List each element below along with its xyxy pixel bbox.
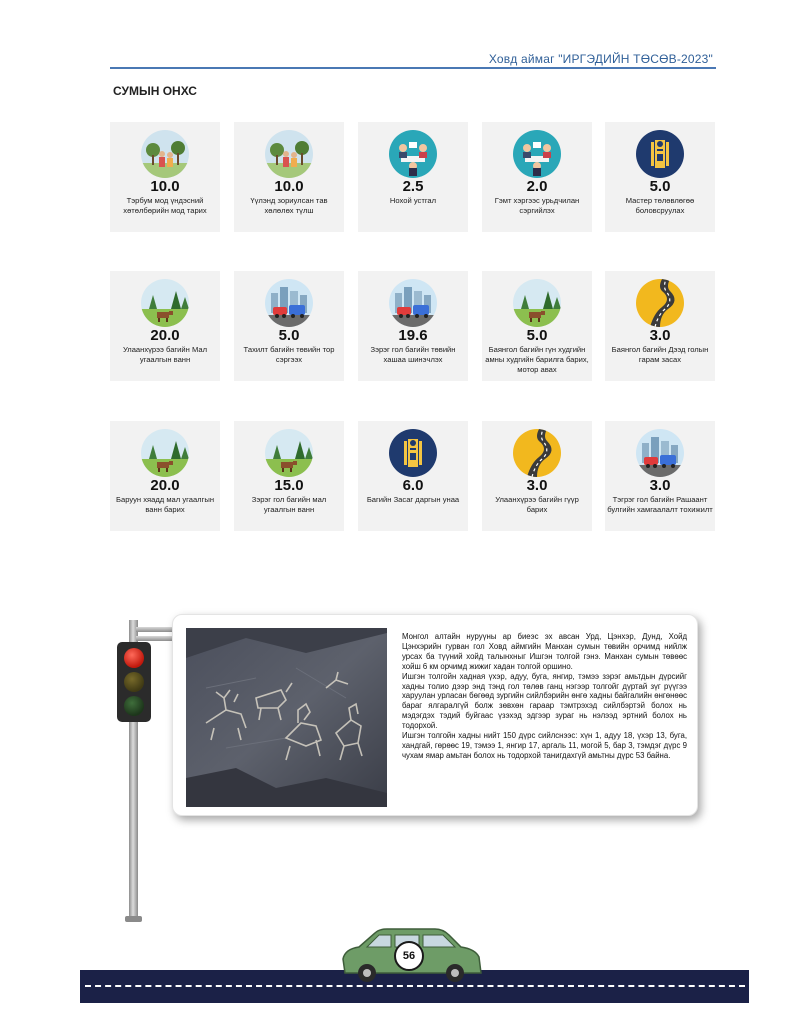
red-light-icon [124, 648, 144, 668]
project-label: Үүлэнд зориулсан тав хөлөлөх түлш [250, 196, 328, 215]
livestock-trees-icon [141, 429, 189, 477]
project-amount: 3.0 [526, 477, 548, 494]
project-card [234, 421, 344, 531]
project-label: Багийн Засаг даргын унаа [366, 495, 460, 504]
livestock-trees-icon [141, 279, 189, 327]
project-card [234, 271, 344, 381]
road-icon [513, 429, 561, 477]
project-amount: 3.0 [649, 477, 671, 494]
project-amount: 2.0 [526, 178, 548, 195]
city-vehicles-icon [636, 429, 684, 477]
family-trees-icon [265, 130, 313, 178]
project-card [605, 122, 715, 232]
green-light-icon [124, 696, 144, 716]
family-trees-icon [141, 130, 189, 178]
project-label: Тэгрэг гол багийн Рашаант булгийн хамгаалалт тохижилт [607, 495, 713, 514]
yellow-light-icon [124, 672, 144, 692]
traffic-light-arm [136, 636, 172, 641]
project-amount: 6.0 [402, 477, 424, 494]
project-label: Тахилт багийн төвийн тор сэргээх [243, 345, 335, 364]
livestock-trees-icon [265, 429, 313, 477]
section-title: СУМЫН ОНХС [113, 84, 197, 98]
people-meeting-icon [389, 130, 437, 178]
road-lane-marking [85, 985, 745, 987]
livestock-trees-icon [513, 279, 561, 327]
people-meeting-icon [513, 130, 561, 178]
project-card [482, 271, 592, 381]
info-text [402, 632, 687, 761]
project-card [358, 122, 468, 232]
project-card [482, 421, 592, 531]
project-card [605, 421, 715, 531]
city-vehicles-icon [389, 279, 437, 327]
petroglyph-photo [186, 628, 387, 807]
page-header-title: Ховд аймаг "ИРГЭДИЙН ТӨСӨВ-2023" [488, 52, 713, 66]
info-paragraph: Ишгэн толгойн хадны нийт 150 дүрс сийлснээс: хүн 1, адуу 18, үхэр 13, буга, хандгай, гөрөөс 19, тэмээ 1, янгир 17, аргаль 11, могой 5, бар 3, тэмдэг дүрс 9 чухам ямар амьтан болох нь тодорхой танигдахгүй амьтны дүрс 53 байна. [402, 731, 687, 760]
project-label: Баруун хяадд мал угаалгын ванн барих [115, 495, 215, 514]
project-amount: 5.0 [526, 327, 548, 344]
project-label: Улаанхүрээ багийн гүүр барих [495, 495, 579, 514]
project-card [110, 122, 220, 232]
project-label: Баянгол багийн гүн худгийн амны худгийн барилга барих, мотор авах [485, 345, 589, 374]
project-amount: 15.0 [274, 477, 304, 494]
project-card [234, 122, 344, 232]
project-card [110, 421, 220, 531]
project-amount: 2.5 [402, 178, 424, 195]
project-amount: 20.0 [150, 477, 180, 494]
project-label: Тэрбум мод үндэсний хөтөлбөрийн мод тарих [123, 196, 207, 215]
page-number: 56 [394, 941, 424, 971]
project-label: Нохой устгал [389, 196, 437, 205]
road-icon [636, 279, 684, 327]
project-amount: 5.0 [278, 327, 300, 344]
project-card [358, 421, 468, 531]
project-label: Баянгол багийн Дээд голын гарам засах [611, 345, 709, 364]
project-card [110, 271, 220, 381]
project-label: Улаанхүрээ багийн Мал угаалгын ванн [122, 345, 208, 364]
project-amount: 5.0 [649, 178, 671, 195]
mongolia-emblem-icon [389, 429, 437, 477]
traffic-light-pole-base [125, 916, 142, 922]
project-amount: 19.6 [398, 327, 428, 344]
city-vehicles-icon [265, 279, 313, 327]
info-paragraph: Ишгэн толгойн хадная үхэр, адуу, буга, янгир, тэмээ зэрэг амьтдын дүрсийг хадны толио дээр энд тэнд гол төлөв ганц нэгээр толгойг дүртай зүг рүүгээ харуулан урласан бөгөөд зургийн сийлбэрийн өнгө хадны байгалийн өнгөнөөс бараг ялгаралгүй болж зөвхөн гараар тэмтрэхэд сийлбэртэй болох нь мэдэгдэх тэдий буйгаас үзэхэд эдгээр зураг нь нэлээд эртний болох нь тодорхой. [402, 671, 687, 731]
traffic-light [117, 642, 151, 722]
project-card [482, 122, 592, 232]
info-paragraph: Монгол алтайн нуруүны ар биеэс эх авсан Урд, Цэнхэр, Дунд, Хойд Цэнхэрийн гурван гол Ховд аймгийн Манхан сумын төвийн орчимд нийлж урсах ба түүний хойд талынхныг Ишгэн толгой гэнэ. Манхан сумын төвөөс хойш 6 км орчимд жижиг хадан толгой оршино. [402, 632, 687, 671]
project-label: Зэрэг гол багийн төвийн хашаа шинэчлэх [370, 345, 456, 364]
project-amount: 3.0 [649, 327, 671, 344]
project-label: Мастер төлөвлөгөө боловсруулах [625, 196, 695, 215]
project-amount: 20.0 [150, 327, 180, 344]
project-label: Зэрэг гол багийн мал угаалгын ванн [251, 495, 327, 514]
project-card [605, 271, 715, 381]
project-label: Гэмт хэргээс урьдчилан сэргийлэх [494, 196, 580, 215]
project-amount: 10.0 [274, 178, 304, 195]
traffic-light-arm [136, 627, 172, 632]
project-card [358, 271, 468, 381]
project-amount: 10.0 [150, 178, 180, 195]
header-rule [110, 67, 716, 69]
mongolia-emblem-icon [636, 130, 684, 178]
